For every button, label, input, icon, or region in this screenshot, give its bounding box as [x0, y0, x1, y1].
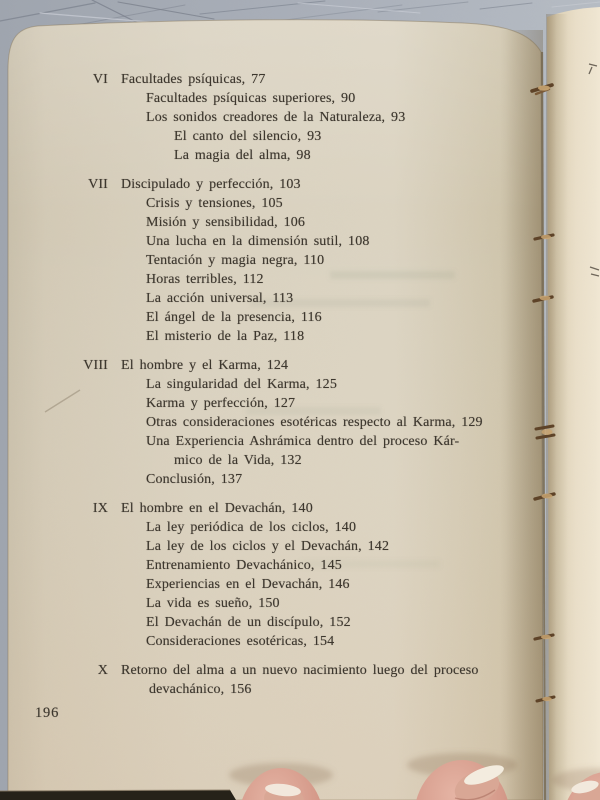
chapter-body: [121, 356, 538, 489]
page-number: 196: [35, 705, 60, 721]
page-bottom-edge: [0, 790, 236, 800]
toc-chapter: [60, 661, 538, 699]
toc-entry-line: Consideraciones esotéricas, 154: [146, 634, 335, 649]
toc-entry-line: Conclusión, 137: [146, 472, 243, 487]
toc-chapter: [60, 356, 538, 489]
toc-entry-line: El ángel de la presencia, 116: [146, 310, 322, 325]
chapter-body: [121, 70, 538, 165]
table-of-contents: [60, 70, 538, 699]
toc-entry-line: El misterio de la Paz, 118: [146, 329, 305, 344]
toc-entry-line: La singularidad del Karma, 125: [146, 377, 337, 392]
chapter-numeral: IX: [92, 501, 108, 516]
toc-entry-line: La ley de los ciclos y el Devachán, 142: [146, 539, 390, 554]
toc-entry-line: Entrenamiento Devachánico, 145: [146, 558, 342, 573]
toc-entry-line: El canto del silencio, 93: [174, 129, 322, 144]
chapter-numeral: VIII: [83, 358, 108, 373]
chapter-numeral: VII: [88, 177, 108, 192]
toc-entry-line: La ley periódica de los ciclos, 140: [146, 520, 357, 535]
chapter-title-line: Facultades psíquicas, 77: [121, 72, 266, 87]
chapter-title-line: Retorno del alma a un nuevo nacimiento luego del proceso: [121, 663, 479, 678]
gutter-crease-right: [546, 14, 568, 800]
toc-entry-line: Experiencias en el Devachán, 146: [146, 577, 350, 592]
toc-chapter: [60, 175, 538, 346]
toc-entry-line: mico de la Vida, 132: [174, 453, 302, 468]
toc-entry-line: La acción universal, 113: [146, 291, 294, 306]
chapter-body: [121, 661, 538, 699]
toc-entry-line: Una lucha en la dimensión sutil, 108: [146, 234, 370, 249]
chapter-title-line: Discipulado y perfección, 103: [121, 177, 301, 192]
toc-entry-line: Horas terribles, 112: [146, 272, 264, 287]
toc-entry-line: Los sonidos creadores de la Naturaleza, 93: [146, 110, 406, 125]
toc-entry-line: La magia del alma, 98: [174, 148, 311, 163]
toc-entry-line: Facultades psíquicas superiores, 90: [146, 91, 356, 106]
chapter-body: [121, 175, 538, 346]
chapter-numeral: X: [97, 663, 108, 678]
chapter-title-line: El hombre en el Devachán, 140: [121, 501, 313, 516]
toc-chapter: [60, 499, 538, 651]
toc-entry-line: Otras consideraciones esotéricas respecto al Karma, 129: [146, 415, 483, 430]
toc-entry-line: Misión y sensibilidad, 106: [146, 215, 306, 230]
chapter-body: [121, 499, 538, 651]
toc-chapter: [60, 70, 538, 165]
chapter-title-line: El hombre y el Karma, 124: [121, 358, 289, 373]
toc-entry-line: El Devachán de un discípulo, 152: [146, 615, 351, 630]
chapter-numeral: VI: [92, 72, 108, 87]
toc-entry-line: Karma y perfección, 127: [146, 396, 296, 411]
toc-entry-line: Crisis y tensiones, 105: [146, 196, 283, 211]
toc-entry-line: Una Experiencia Ashrámica dentro del proceso Kár-: [146, 434, 460, 449]
toc-entry-line: Tentación y magia negra, 110: [146, 253, 325, 268]
toc-entry-line: La vida es sueño, 150: [146, 596, 280, 611]
chapter-title-line: devachánico, 156: [149, 682, 252, 697]
